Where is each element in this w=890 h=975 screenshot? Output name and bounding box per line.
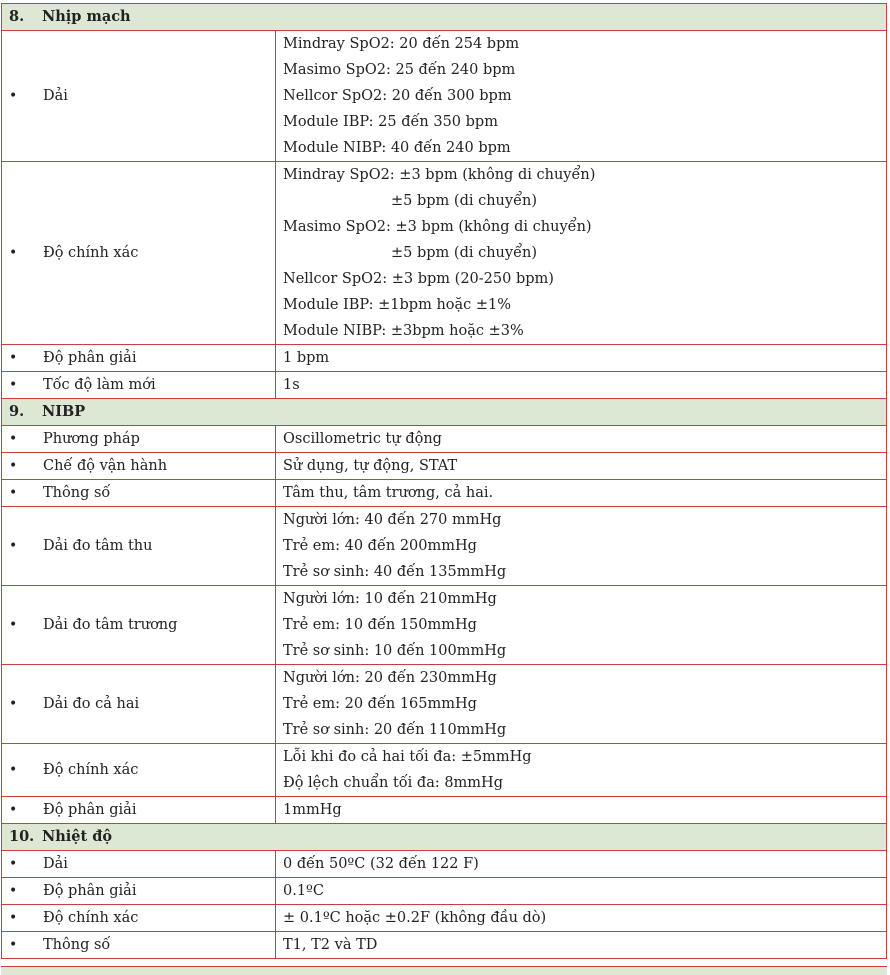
spec-table [1,3,887,959]
section-number: 9. [9,403,25,420]
value-line: 1 bpm [283,350,330,366]
bullet-icon: • [9,485,18,501]
row-label-cell [2,426,276,453]
row-value-cell [276,453,887,480]
row-value-cell [276,31,887,162]
bullet-icon: • [9,910,18,926]
row-label-cell [2,453,276,480]
value-line: Người lớn: 40 đến 270 mmHg [283,512,502,528]
table-row [2,31,887,162]
table-row [2,372,887,399]
value-line: Trẻ em: 20 đến 165mmHg [283,696,477,712]
bullet-icon: • [9,88,18,104]
row-value-cell [276,797,887,824]
table-row [2,932,887,959]
row-value-cell [276,586,887,665]
row-label-cell [2,665,276,744]
section-title: Nhiệt độ [42,828,113,845]
value-line: Người lớn: 10 đến 210mmHg [283,591,497,607]
table-row [2,744,887,797]
row-label: Thông số [43,937,111,953]
row-label-cell [2,480,276,507]
row-label-cell [2,372,276,399]
row-label: Phương pháp [43,431,140,447]
value-line: Trẻ sơ sinh: 40 đến 135mmHg [283,564,507,580]
section-number: 8. [9,8,25,25]
bullet-icon: • [9,856,18,872]
section-title: Nhịp mạch [42,8,131,25]
row-label-cell [2,905,276,932]
row-value-cell [276,744,887,797]
row-label-cell [2,31,276,162]
row-value-cell [276,507,887,586]
value-line: T1, T2 và TD [283,937,378,953]
value-line: 0.1ºC [283,883,324,899]
value-line: Trẻ em: 10 đến 150mmHg [283,617,477,633]
row-label: Độ chính xác [43,245,139,261]
row-label-cell [2,878,276,905]
row-label: Dải đo cả hai [43,696,140,712]
table-row [2,878,887,905]
bullet-icon: • [9,350,18,366]
row-label: Dải [43,88,68,104]
table-row [2,453,887,480]
value-line: Module IBP: 25 đến 350 bpm [283,114,498,130]
value-line: Lỗi khi đo cả hai tối đa: ±5mmHg [283,749,532,765]
row-label: Độ phân giải [43,802,137,818]
value-line: ±5 bpm (di chuyển) [391,245,537,261]
value-line: Nellcor SpO2: ±3 bpm (20-250 bpm) [283,271,554,287]
row-label-cell [2,932,276,959]
row-value-cell [276,372,887,399]
section-header-cell [2,4,887,31]
row-value-cell [276,665,887,744]
value-line: Masimo SpO2: ±3 bpm (không di chuyển) [283,219,592,235]
row-label: Chế độ vận hành [43,458,168,474]
value-line: Trẻ sơ sinh: 20 đến 110mmHg [283,722,507,738]
row-label: Độ chính xác [43,762,139,778]
section-number: 10. [9,828,35,845]
row-label-cell [2,744,276,797]
row-value-cell [276,878,887,905]
value-line: Oscillometric tự động [283,431,442,447]
row-label-cell [2,586,276,665]
table-row [2,507,887,586]
section-header-cell [2,399,887,426]
bullet-icon: • [9,617,18,633]
spec-table-body [2,4,887,959]
value-line: Tâm thu, tâm trương, cả hai. [283,485,494,501]
section-header [2,824,887,851]
bullet-icon: • [9,937,18,953]
row-label-cell [2,507,276,586]
bullet-icon: • [9,377,18,393]
value-line: Module NIBP: 40 đến 240 bpm [283,140,511,156]
row-label: Độ phân giải [43,883,137,899]
row-label: Độ phân giải [43,350,137,366]
value-line: 1s [283,377,300,393]
value-line: 0 đến 50ºC (32 đến 122 F) [283,856,479,872]
value-line: ±5 bpm (di chuyển) [391,193,537,209]
bullet-icon: • [9,458,18,474]
value-line: Nellcor SpO2: 20 đến 300 bpm [283,88,512,104]
row-value-cell [276,345,887,372]
table-row [2,905,887,932]
value-line: Mindray SpO2: 20 đến 254 bpm [283,36,520,52]
table-row [2,797,887,824]
bullet-icon: • [9,245,18,261]
value-line: Người lớn: 20 đến 230mmHg [283,670,497,686]
bullet-icon: • [9,762,18,778]
row-label: Dải đo tâm thu [43,538,153,554]
value-line: Module IBP: ±1bpm hoặc ±1% [283,297,512,313]
row-label-cell [2,162,276,345]
table-row [2,162,887,345]
row-value-cell [276,932,887,959]
row-value-cell [276,162,887,345]
value-line: Trẻ em: 40 đến 200mmHg [283,538,477,554]
section-header-cell [2,824,887,851]
section-header [2,399,887,426]
value-line: 1mmHg [283,802,342,818]
row-label: Tốc độ làm mới [43,377,156,393]
row-value-cell [276,905,887,932]
value-line: Masimo SpO2: 25 đến 240 bpm [283,62,516,78]
bullet-icon: • [9,883,18,899]
row-label-cell [2,345,276,372]
table-row [2,586,887,665]
table-row [2,480,887,507]
bullet-icon: • [9,538,18,554]
row-label: Thông số [43,485,111,501]
value-line: ± 0.1ºC hoặc ±0.2F (không đầu dò) [283,910,547,926]
row-value-cell [276,480,887,507]
row-value-cell [276,426,887,453]
value-line: Sử dụng, tự động, STAT [283,458,458,474]
bullet-icon: • [9,696,18,712]
row-value-cell [276,851,887,878]
value-line: Module NIBP: ±3bpm hoặc ±3% [283,323,524,339]
row-label: Dải [43,856,68,872]
row-label: Dải đo tâm trương [43,617,178,633]
section-header [2,4,887,31]
table-row [2,665,887,744]
bullet-icon: • [9,802,18,818]
section-title: NIBP [42,403,86,420]
bullet-icon: • [9,431,18,447]
table-row [2,345,887,372]
value-line: Độ lệch chuẩn tối đa: 8mmHg [283,775,503,791]
row-label: Độ chính xác [43,910,139,926]
value-line: Mindray SpO2: ±3 bpm (không di chuyển) [283,167,596,183]
table-row [2,426,887,453]
row-label-cell [2,851,276,878]
row-label-cell [2,797,276,824]
table-row [2,851,887,878]
value-line: Trẻ sơ sinh: 10 đến 100mmHg [283,643,507,659]
